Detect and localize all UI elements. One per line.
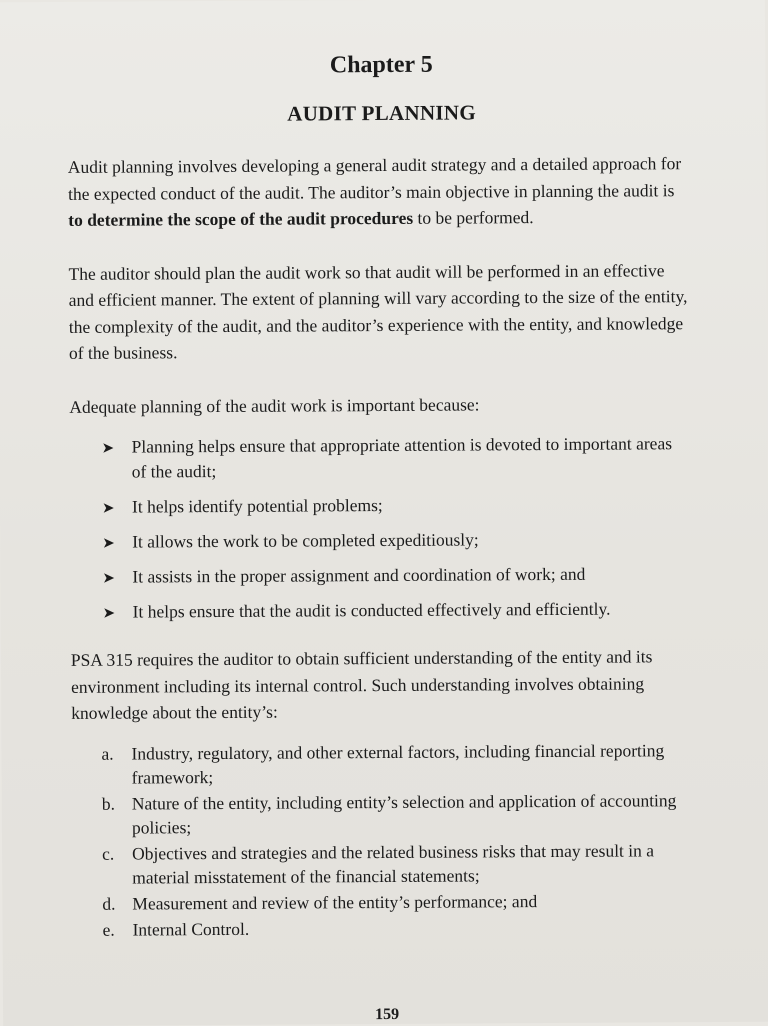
page-number: 159 — [375, 1005, 400, 1024]
list-item-text: Internal Control. — [132, 918, 250, 940]
list-item — [101, 738, 691, 790]
intro-paragraph — [68, 150, 688, 233]
list-marker: d. — [102, 893, 116, 914]
understanding-list — [71, 738, 692, 942]
list-marker: e. — [102, 919, 115, 940]
list-item-text: Planning helps ensure that appropriate attention is devoted to important areas of the audit; — [131, 433, 673, 482]
list-item — [102, 431, 690, 485]
list-item — [102, 561, 690, 590]
list-marker: b. — [101, 793, 115, 814]
psa315-paragraph: PSA 315 requires the auditor to obtain sufficient understanding of the entity and its environment including its internal control. Such understanding involves obtaining knowledge about the entity’s: — [70, 646, 653, 723]
arrow-bullet-icon: ➤ — [102, 533, 115, 552]
list-marker: a. — [101, 743, 114, 764]
section-title: AUDIT PLANNING — [287, 100, 477, 126]
list-item — [102, 888, 692, 916]
list-item — [102, 491, 690, 520]
chapter-heading: Chapter 5 — [329, 51, 433, 79]
list-item — [102, 788, 692, 840]
list-item-text: It helps ensure that the audit is conducted effectively and efficiently. — [132, 598, 611, 622]
list-item-text: It helps identify potential problems; — [131, 495, 383, 517]
list-item — [103, 596, 691, 625]
list-item — [102, 526, 690, 555]
list-item — [102, 914, 692, 942]
importance-list — [70, 431, 691, 625]
intro-text-start: Audit planning involves developing a general audit strategy and a detailed approach for the expected conduct of the audit. The auditor’s main objective in planning the audit is — [67, 153, 682, 204]
arrow-bullet-icon: ➤ — [102, 603, 116, 622]
list-item-text: Industry, regulatory, and other external factors, including financial reporting framework; — [131, 739, 665, 788]
arrow-bullet-icon: ➤ — [101, 498, 115, 517]
list-item — [102, 838, 692, 890]
list-item-text: Nature of the entity, including entity’s selection and application of accounting policies; — [131, 789, 677, 838]
list-item-text: Measurement and review of the entity’s performance; and — [132, 890, 538, 914]
list-marker: c. — [102, 843, 115, 864]
arrow-bullet-icon: ➤ — [102, 568, 116, 587]
planning-paragraph: The auditor should plan the audit work so that audit will be performed in an effective and efficient manner. The extent of planning will vary according to the size of the entity, the complexity of the audit, and the auditor’s experience with the entity, and knowledge of the business. — [68, 259, 688, 363]
intro-text-end: to be performed. — [413, 207, 534, 228]
arrow-bullet-icon: ➤ — [101, 438, 115, 457]
list-item-text: Objectives and strategies and the related business risks that may result in a material misstatement of the financial statements; — [132, 839, 655, 888]
importance-intro: Adequate planning of the audit work is important because: — [69, 393, 480, 417]
list-item-text: It assists in the proper assignment and coordination of work; and — [132, 563, 586, 587]
list-item-text: It allows the work to be completed expeditiously; — [132, 529, 479, 552]
audit-objective-emphasis: to determine the scope of the audit procedures — [68, 207, 414, 230]
